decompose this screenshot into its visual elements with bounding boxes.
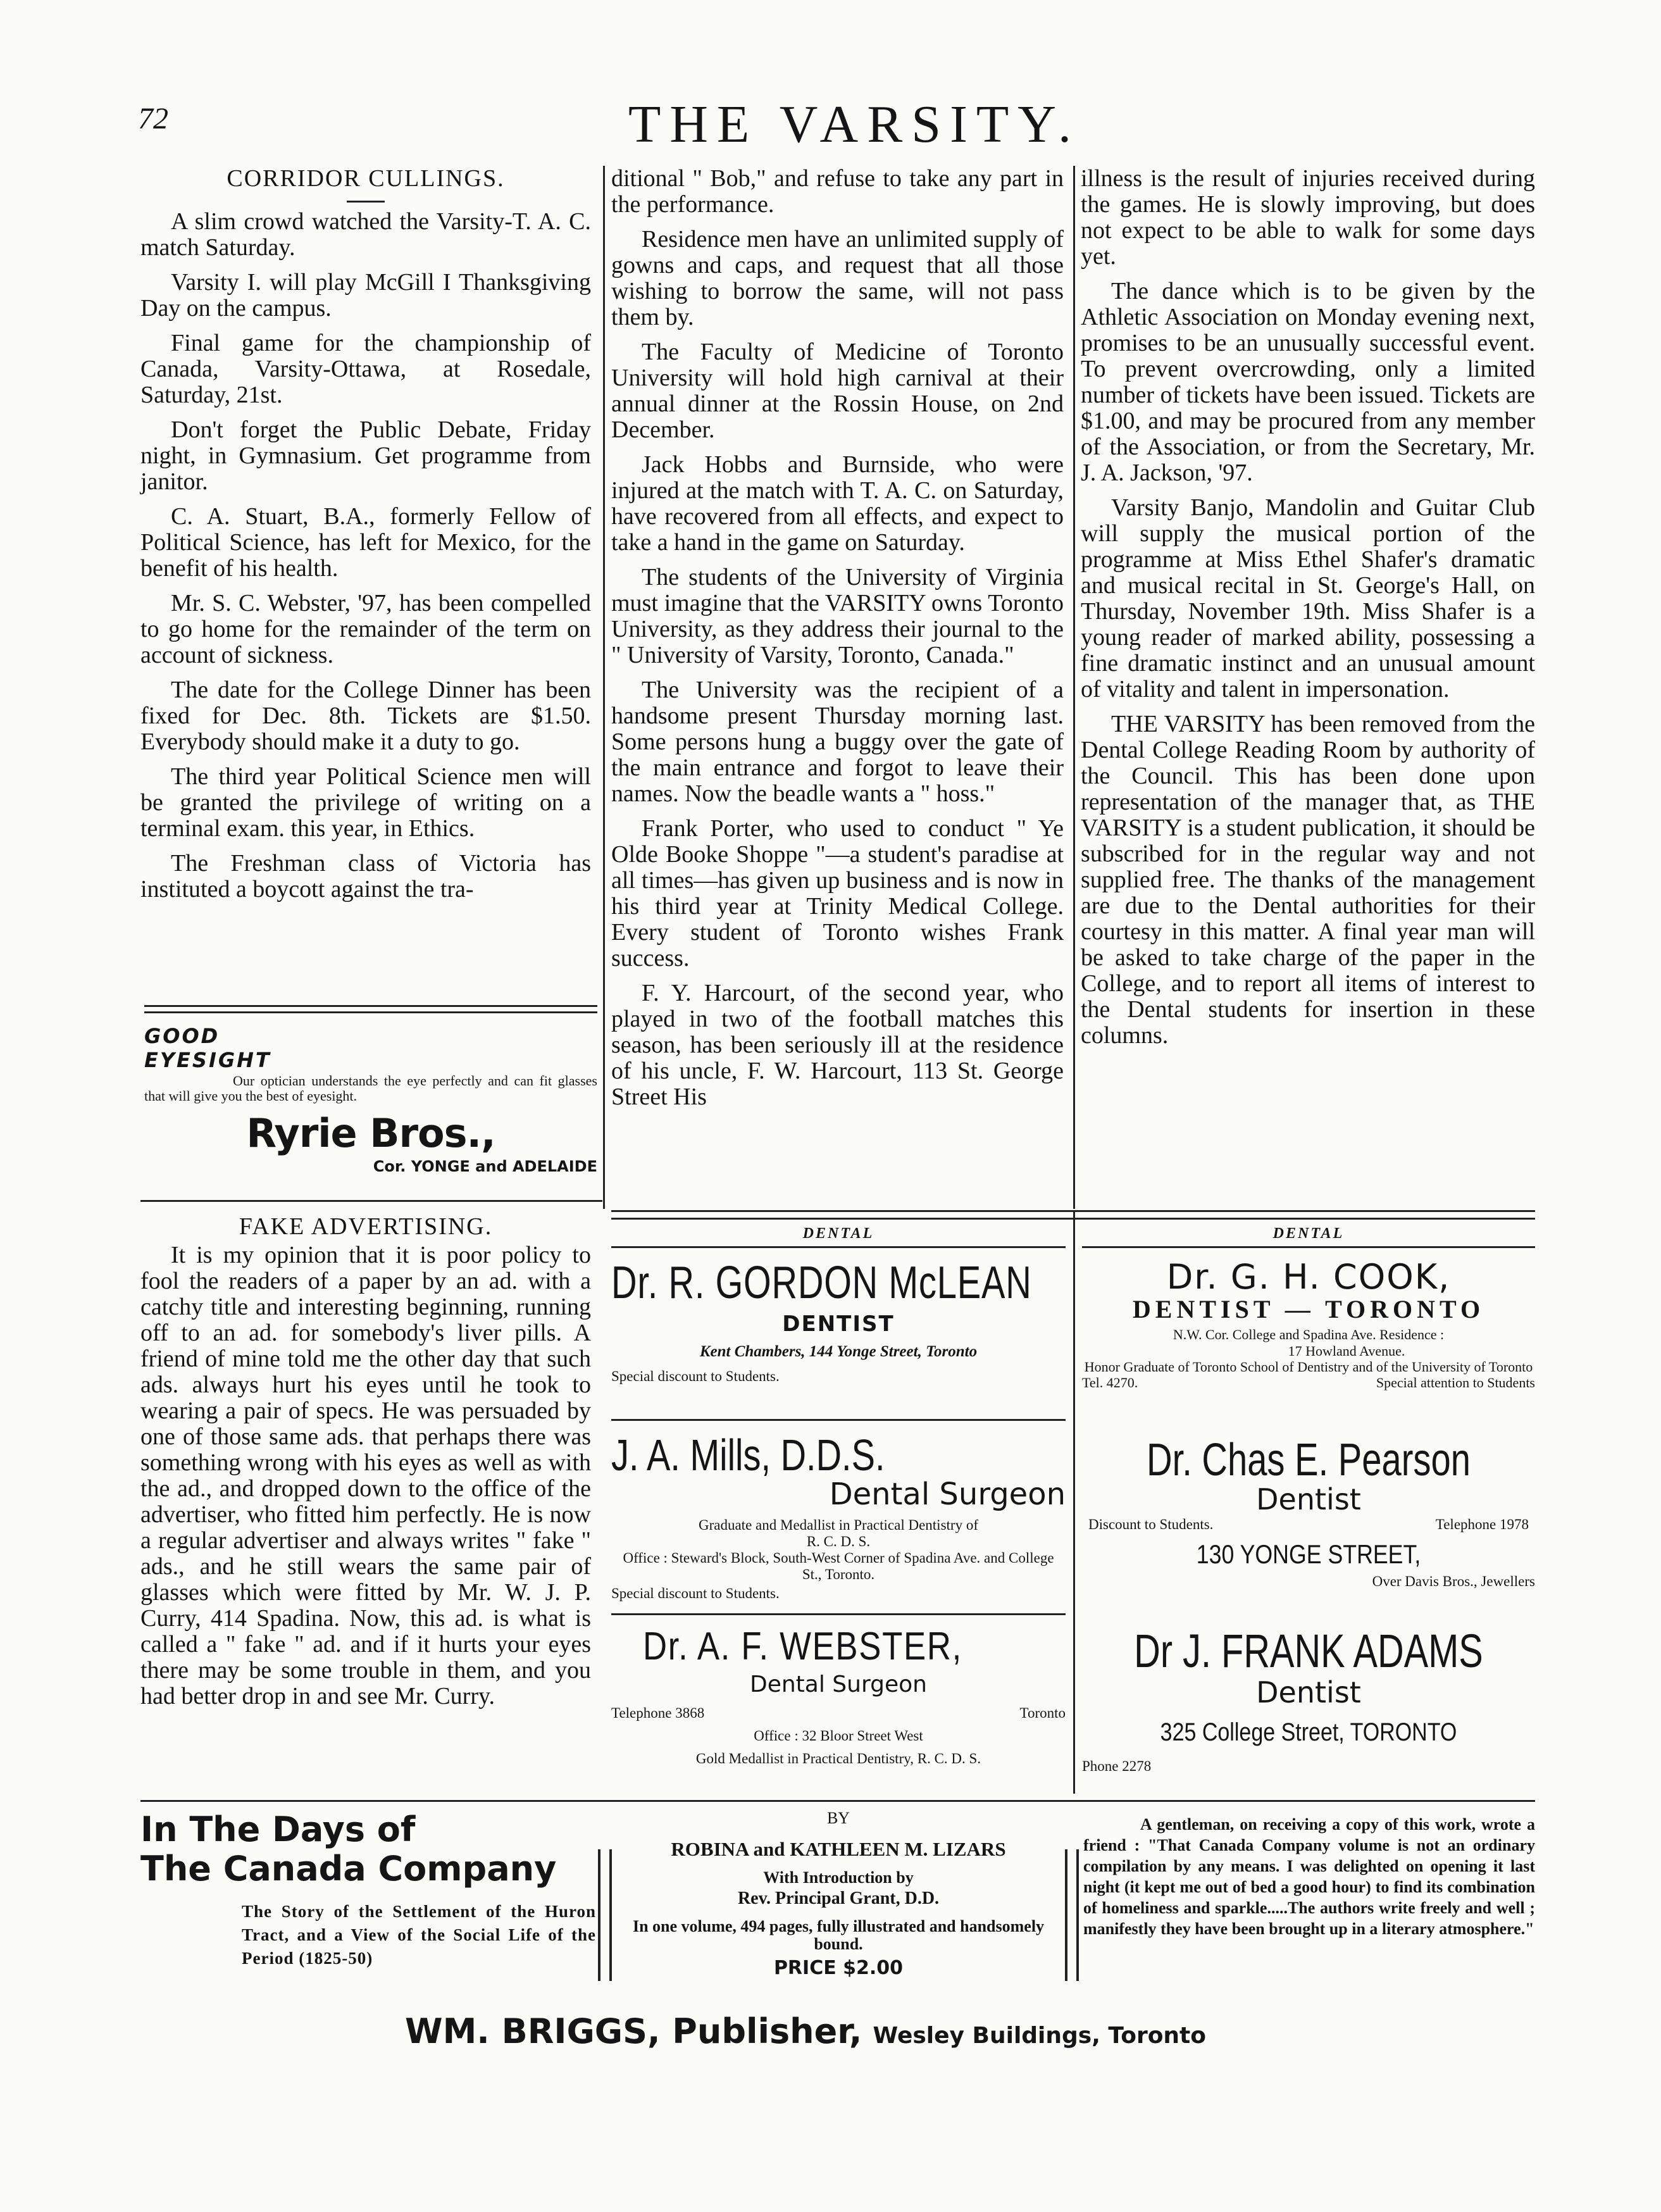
dentist-name: Dr J. FRANK ADAMS	[1134, 1625, 1483, 1677]
dentist-title: DENTIST — TORONTO	[1132, 1295, 1485, 1323]
dentist-address: Kent Chambers, 144 Yonge Street, Toronto	[699, 1343, 978, 1360]
book-title: In The Days of	[140, 1809, 416, 1849]
dentist-line: Graduate and Medallist in Practical Dentistry of	[699, 1517, 978, 1533]
ryrie-name: Ryrie Bros.,	[246, 1110, 495, 1156]
masthead-title: THE VARSITY.	[628, 95, 1081, 154]
news-column-3	[1081, 166, 1535, 1058]
publisher-address: Wesley Buildings, Toronto	[873, 2023, 1206, 2049]
ad-rule	[144, 1005, 597, 1007]
dentist-city: Toronto	[1019, 1705, 1066, 1721]
paragraph: Residence men have an unlimited supply of gowns and caps, and request that all those wishing to borrow the same, will not pass them by.	[611, 226, 1064, 330]
dentist-line: 17 Howland Avenue.	[1288, 1343, 1405, 1359]
paragraph: illness is the result of injuries received during the games. He is slowly improving, but does not expect to be able to walk for some days yet.	[1081, 165, 1535, 270]
page-number: 72	[138, 102, 168, 135]
column-rule-1	[603, 166, 605, 1209]
webster-ad	[611, 1624, 1066, 1767]
dentist-phone: Telephone 3868	[611, 1705, 705, 1721]
cook-ad	[1082, 1257, 1535, 1422]
dentist-title: Dentist	[1256, 1675, 1361, 1709]
dentist-name: Dr. Chas E. Pearson	[1147, 1435, 1471, 1485]
book-title: The Canada Company	[140, 1849, 557, 1889]
paragraph: Mr. S. C. Webster, '97, has been compelled to go home for the remainder of the term on account of sickness.	[140, 590, 591, 668]
paragraph: C. A. Stuart, B.A., formerly Fellow of Political Science, has left for Mexico, for the benefit of his health.	[140, 503, 591, 582]
dentist-phone: Telephone 1978	[1435, 1516, 1529, 1532]
dentist-note: Special discount to Students.	[611, 1368, 780, 1384]
paragraph: The dance which is to be given by the Athletic Association on Monday evening next, promises to be an unusually successful event. To prevent overcrowding, only a limited number of tickets have been issued. Tickets are $1.00, and may be procured from any member of the Association, or from the Secretary, Mr. J. A. Jackson, '97.	[1081, 278, 1535, 486]
ad-divider	[611, 1419, 1066, 1421]
ad-heading: GOOD	[144, 1024, 220, 1048]
dentist-street: 130 YONGE STREET,	[1196, 1539, 1421, 1569]
dentist-note: Special discount to Students.	[611, 1585, 780, 1601]
paragraph: Varsity I. will play McGill I Thanksgiving Day on the campus.	[140, 269, 591, 322]
paragraph: Don't forget the Public Debate, Friday night, in Gymnasium. Get programme from janitor.	[140, 416, 591, 495]
book-quote: A gentleman, on receiving a copy of this work, wrote a friend : "That Canada Company volume is not an ordinary compilation by any means. I was delighted on opening it last night (it kept me out of bed a good hour) to find its combination of homeliness and sparkle.....The authors write freely and well ; manifestly they have been brought up in a literary atmosphere."	[1083, 1815, 1535, 1938]
ad-divider	[611, 1613, 1066, 1615]
dentist-office: Office : Steward's Block, South-West Corner of Spadina Ave. and College St., Toronto.	[623, 1550, 1054, 1582]
book-ad-rule	[140, 1800, 1535, 1802]
dentist-line: Honor Graduate of Toronto School of Dentistry and of the University of Toronto	[1084, 1359, 1533, 1375]
book-volume: In one volume, 494 pages, fully illustrated and handsomely bound.	[632, 1917, 1045, 1953]
publisher-name: WM. BRIGGS, Publisher,	[405, 2011, 862, 2051]
dentist-medal: Gold Medallist in Practical Dentistry, R. C. D. S.	[695, 1751, 981, 1766]
dentist-title: Dental Surgeon	[750, 1671, 927, 1697]
ad-heading: EYESIGHT	[144, 1048, 271, 1072]
dentist-phone: Phone 2278	[1082, 1758, 1152, 1774]
fake-advertising-column	[140, 1214, 591, 1718]
dentist-tel: Tel. 4270.	[1082, 1375, 1138, 1390]
mills-ad	[611, 1430, 1066, 1613]
dentist-note: Special attention to Students	[1376, 1375, 1535, 1390]
label-rule	[611, 1246, 1066, 1248]
dentist-title: Dentist	[1256, 1482, 1361, 1516]
paragraph: Frank Porter, who used to conduct " Ye Olde Booke Shoppe "—a student's paradise at all times—has given up business and is now in his third year at Trinity Medical College. Every student of Toronto wishes Frank success.	[611, 815, 1064, 972]
paragraph: Varsity Banjo, Mandolin and Guitar Club will supply the musical portion of the programme at Miss Ethel Shafer's dramatic and musical recital in St. George's Hall, on Thursday, November 19th. Miss Shafer is a young reader of marked ability, possessing a fine dramatic instinct and an unusual amount of vitality and talent in impersonation.	[1081, 494, 1535, 703]
dentist-title: Dental Surgeon	[829, 1477, 1066, 1512]
publisher-line	[405, 2011, 1354, 2051]
dentist-line: R. C. D. S.	[806, 1534, 871, 1549]
paragraph: A slim crowd watched the Varsity-T. A. C. match Saturday.	[140, 208, 591, 261]
ryrie-ad	[144, 1024, 597, 1175]
column-rule-3	[1073, 1210, 1075, 1794]
dental-label: DENTAL	[802, 1225, 874, 1242]
label-rule	[1082, 1246, 1535, 1248]
dentist-title: DENTIST	[782, 1311, 895, 1337]
dental-label: DENTAL	[1272, 1225, 1345, 1242]
book-ad-left	[140, 1810, 596, 1970]
book-intro: Rev. Principal Grant, D.D.	[737, 1889, 940, 1908]
ryrie-address: Cor. YONGE and ADELAIDE	[373, 1158, 597, 1175]
book-ad-center	[623, 1809, 1054, 1979]
bracket-left	[598, 1849, 612, 1981]
corridor-cullings-column	[140, 166, 591, 911]
dental-ads-middle	[611, 1225, 1066, 1767]
ad-rule	[144, 1011, 597, 1013]
dentist-name: Dr. G. H. COOK,	[1166, 1257, 1451, 1297]
dental-ads-right	[1082, 1225, 1535, 1775]
book-authors: ROBINA and KATHLEEN M. LIZARS	[671, 1838, 1006, 1860]
book-price: PRICE $2.00	[773, 1957, 904, 1979]
paragraph: ditional " Bob," and refuse to take any part in the performance.	[611, 165, 1064, 218]
paragraph: The third year Political Science men will be granted the privilege of writing on a terminal exam. this year, in Ethics.	[140, 763, 591, 842]
news-column-2	[611, 166, 1064, 1119]
dentist-name: Dr. A. F. WEBSTER,	[643, 1625, 962, 1668]
dentist-name: Dr. R. GORDON McLEAN	[611, 1258, 1032, 1308]
heading-rule	[347, 201, 385, 203]
paragraph: Jack Hobbs and Burnside, who were injured at the match with T. A. C. on Saturday, have recovered from all effects, and expect to take a hand in the game on Saturday.	[611, 451, 1064, 556]
book-by: BY	[826, 1809, 850, 1827]
paragraph: It is my opinion that it is poor policy to fool the readers of a paper by an ad. with a catchy title and interesting beginning, running off to an ad. for somebody's liver pills. A friend of mine told me the other day that such ads. always hurt his eyes until he took to wearing a pair of specs. He was persuaded by one of those same ads. that perhaps there was something wrong with his eyes as well as with the ad., and dropped down to the office of the advertiser, who fitted him perfectly. He is now a regular advertiser and always writes " fake " ads., and he still wears the same pair of glasses which were fitted by Mr. W. J. P. Curry, 414 Spadina. Now, this ad. is what is called a " fake " ad. and if it hurts your eyes there may be some trouble in them, and you had better drop in and see Mr. Curry.	[140, 1242, 591, 1709]
dentist-location: Over Davis Bros., Jewellers	[1372, 1573, 1535, 1589]
dentist-discount: Discount to Students.	[1088, 1516, 1214, 1532]
paragraph: The date for the College Dinner has been fixed for Dec. 8th. Tickets are $1.50. Everybody should make it a duty to go.	[140, 677, 591, 755]
dentist-name: J. A. Mills, D.D.S.	[611, 1430, 885, 1480]
book-intro: With Introduction by	[763, 1868, 914, 1887]
mclean-ad	[611, 1257, 1066, 1419]
dentist-street: 325 College Street, TORONTO	[1160, 1718, 1457, 1746]
ad-text: Our optician understands the eye perfectly and can fit glasses that will give you the best of eyesight.	[144, 1073, 597, 1104]
paragraph: F. Y. Harcourt, of the second year, who played in two of the football matches this season, has been seriously ill at the residence of his uncle, F. W. Harcourt, 113 St. George Street His	[611, 980, 1064, 1110]
adams-ad	[1082, 1624, 1535, 1775]
section-rule	[140, 1200, 602, 1202]
pearson-ad	[1082, 1434, 1535, 1624]
paragraph: The Freshman class of Victoria has instituted a boycott against the tra-	[140, 850, 591, 903]
section-heading: FAKE ADVERTISING.	[239, 1213, 493, 1240]
section-heading: CORRIDOR CULLINGS.	[227, 165, 505, 192]
book-description: The Story of the Settlement of the Huron Tract, and a View of the Social Life of the Period (1825-50)	[242, 1902, 596, 1968]
column-rule-2	[1073, 166, 1075, 1209]
paragraph: The students of the University of Virginia must imagine that the VARSITY owns Toronto University, as they address their journal to the " University of Varsity, Toronto, Canada."	[611, 564, 1064, 668]
paragraph: THE VARSITY has been removed from the Dental College Reading Room by authority of the Council. This has been done upon representation of the manager that, as THE VARSITY is a student publication, it should be subscribed for in the regular way and not supplied free. The thanks of the management are due to the Dental authorities for their courtesy in this matter. A final year man will be asked to take charge of the paper in the College, and to report all items of interest to the Dental students for insertion in these columns.	[1081, 711, 1535, 1049]
paragraph: Final game for the championship of Canada, Varsity-Ottawa, at Rosedale, Saturday, 21st.	[140, 330, 591, 408]
dentist-line: N.W. Cor. College and Spadina Ave. Residence :	[1173, 1327, 1445, 1342]
bracket-right	[1065, 1849, 1079, 1981]
paragraph: The University was the recipient of a handsome present Thursday morning last. Some persons hung a buggy over the gate of the main entrance and forgot to leave their names. Now the beadle wants a " hoss."	[611, 677, 1064, 807]
dentist-office: Office : 32 Bloor Street West	[754, 1728, 923, 1744]
paragraph: The Faculty of Medicine of Toronto University will hold high carnival at their annual dinner at the Rossin House, on 2nd December.	[611, 339, 1064, 443]
